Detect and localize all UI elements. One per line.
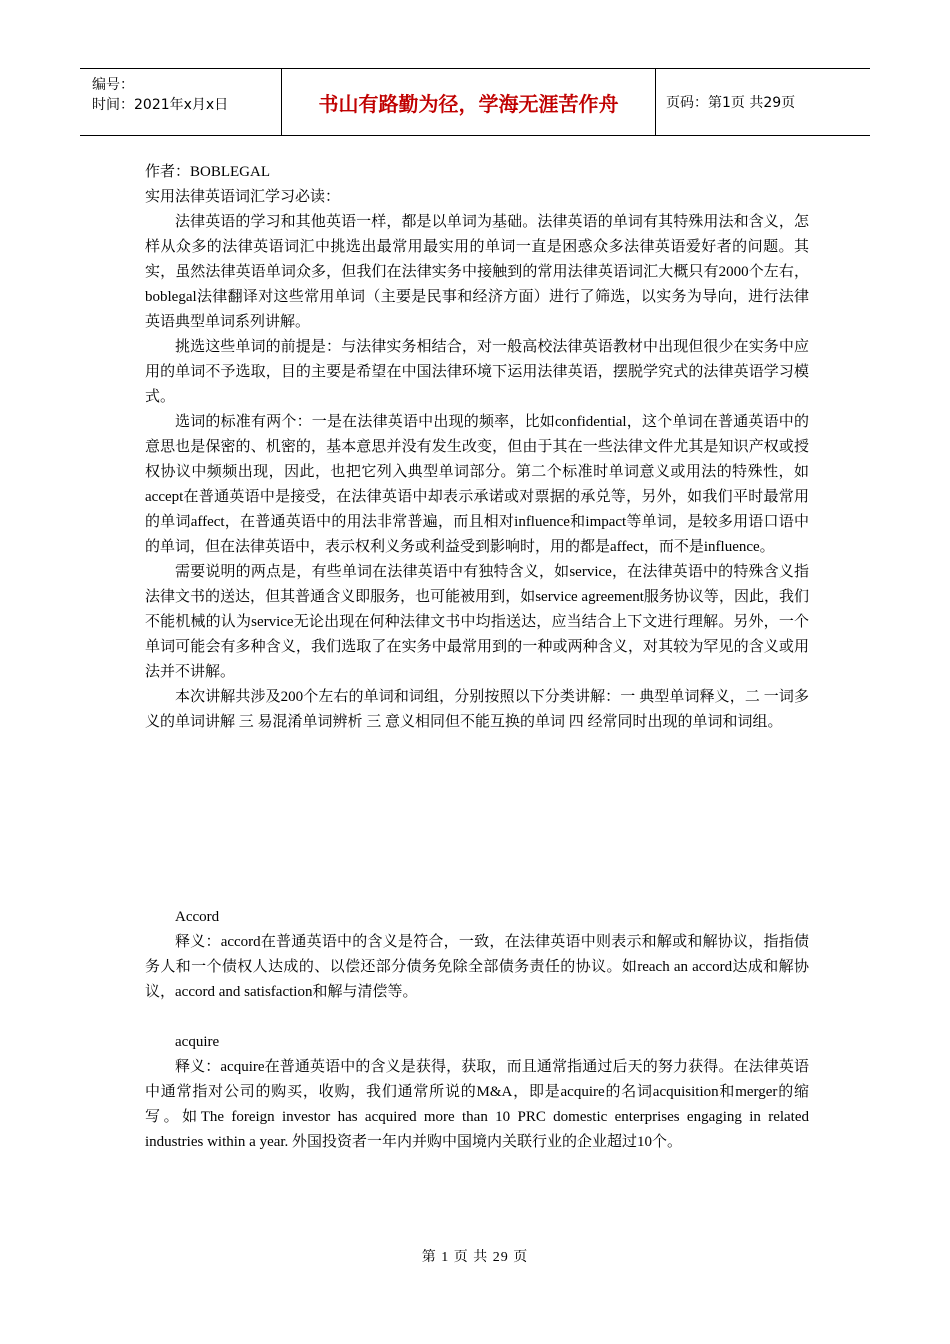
blank-space — [145, 735, 809, 905]
intro-paragraph-2: 挑选这些单词的前提是：与法律实务相结合，对一般高校法律英语教材中出现但很少在实务中应用的单词不予选取，目的主要是希望在中国法律环境下运用法律英语，摆脱学究式的法律英语学习模式。 — [145, 339, 809, 405]
entry-term-accord: Accord — [175, 909, 220, 925]
author-line: 作者：BOBLEGAL — [145, 164, 270, 180]
page-footer: 第 1 页 共 29 页 — [421, 1250, 529, 1265]
intro-paragraph-5: 本次讲解共涉及200个左右的单词和词组，分别按照以下分类讲解：一 典型单词释义，二 一词多义的单词讲解 三 易混淆单词辨析 三 意义相同但不能互换的单词 四 经常同时出现的单词和词组。 — [145, 689, 809, 730]
article-subtitle: 实用法律英语词汇学习必读： — [145, 189, 341, 205]
blank-space — [145, 1005, 809, 1030]
entry-term-acquire: acquire — [175, 1034, 220, 1050]
entry-definition-acquire: 释义：acquire在普通英语中的含义是获得，获取，而且通常指通过后天的努力获得。在法律英语中通常指对公司的购买，收购，我们通常所说的M&A，即是acquire的名词acquisition和merger的缩写。如The foreign investor has acquired more than 10 PRC domestic enterprises engaging in related industries within a year. 外国投资者一年内并购中国境内关联行业的企业超过10个。 — [145, 1059, 809, 1150]
header-page-info: 页码：第1页 共29页 — [666, 95, 796, 111]
intro-paragraph-4: 需要说明的两点是，有些单词在法律英语中有独特含义，如service，在法律英语中的特殊含义指法律文书的送达，但其普通含义即服务，也可能被用到，如service agreement服务协议等，因此，我们不能机械的认为service无论出现在何种法律文书中均指送达，应当结合上下文进行理解。另外，一个单词可能会有多种含义，我们选取了在实务中最常用到的一种或两种含义，对其较为罕见的含义或用法并不讲解。 — [145, 564, 809, 680]
intro-paragraph-3: 选词的标准有两个：一是在法律英语中出现的频率，比如confidential，这个单词在普通英语中的意思也是保密的、机密的，基本意思并没有发生改变，但由于其在一些法律文件尤其是知识产权或授权协议中频频出现，因此，也把它列入典型单词部分。第二个标准时单词意义或用法的特殊性，如accept在普通英语中是接受，在法律英语中却表示承诺或对票据的承兑等，另外，如我们平时最常用的单词affect，在普通英语中的用法非常普遍，而且相对influence和impact等单词，是较多用语口语中的单词，但在法律英语中，表示权利义务或利益受到影响时，用的都是affect，而不是influence。 — [145, 414, 809, 555]
document-body — [145, 160, 809, 1155]
document-time-label: 时间：2021年x月x日 — [92, 97, 229, 113]
header-meta-cell — [80, 69, 282, 135]
intro-paragraph-1: 法律英语的学习和其他英语一样，都是以单词为基础。法律英语的单词有其特殊用法和含义，怎样从众多的法律英语词汇中挑选出最常用最实用的单词一直是困惑众多法律英语爱好者的问题。其实，虽然法律英语单词众多，但我们在法律实务中接触到的常用法律英语词汇大概只有2000个左右，boblegal法律翻译对这些常用单词（主要是民事和经济方面）进行了筛选，以实务为导向，进行法律英语典型单词系列讲解。 — [145, 214, 809, 330]
document-number-label: 编号： — [92, 77, 134, 93]
header-motto: 书山有路勤为径，学海无涯苦作舟 — [282, 69, 656, 135]
entry-definition-accord: 释义：accord在普通英语中的含义是符合，一致，在法律英语中则表示和解或和解协议，指指债务人和一个债权人达成的、以偿还部分债务免除全部债务责任的协议。如reach an accord达成和解协议，accord and satisfaction和解与清偿等。 — [145, 934, 809, 1000]
page-header — [80, 68, 870, 136]
